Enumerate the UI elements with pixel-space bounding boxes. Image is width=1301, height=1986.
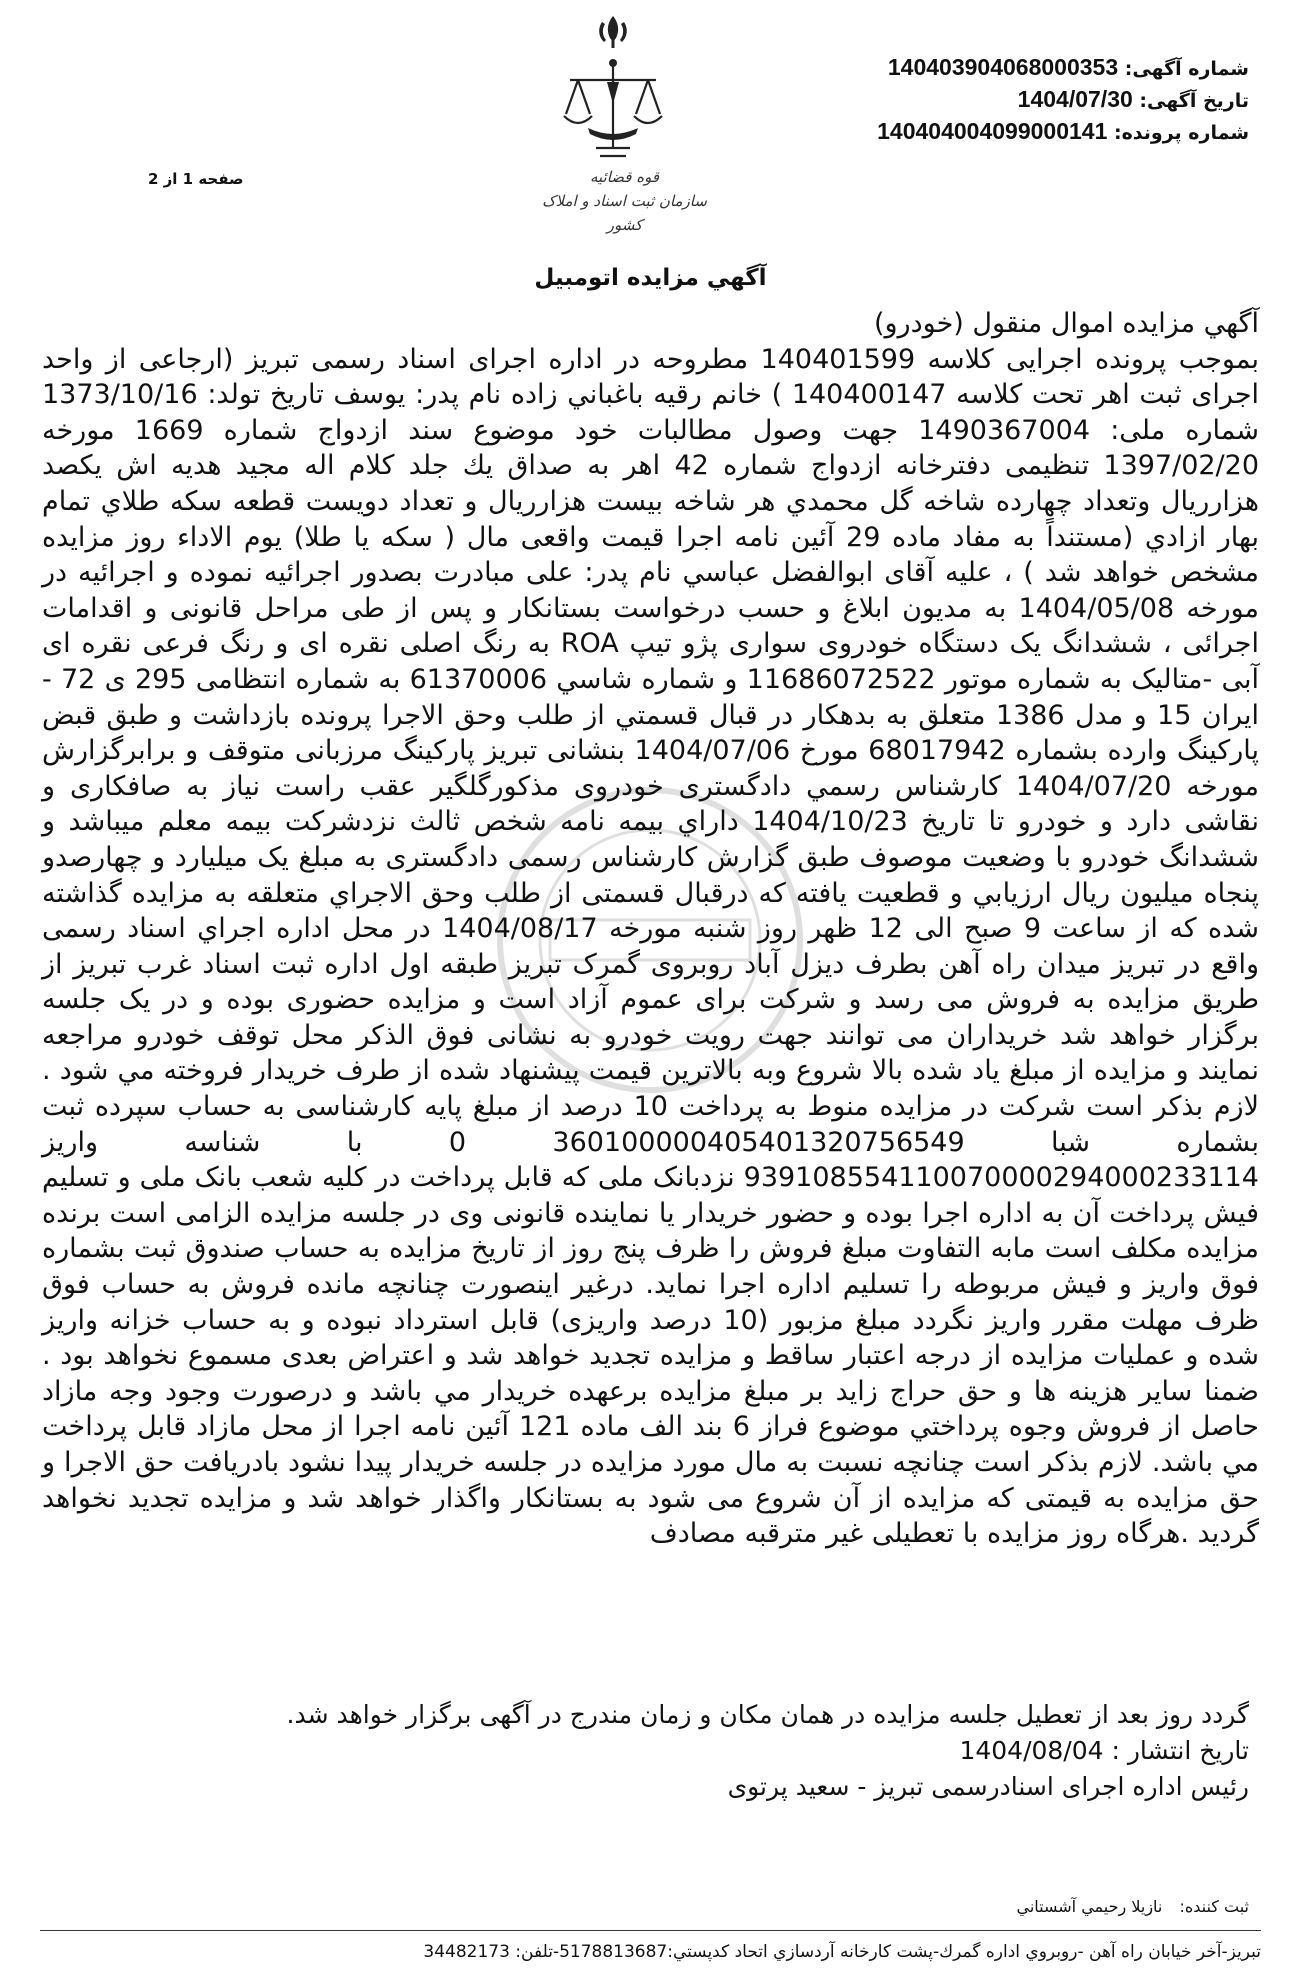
notice-body xyxy=(42,306,1259,1552)
page-title: آگهي مزايده اتومبيل xyxy=(534,265,767,291)
notice-date: 1404/07/30 xyxy=(1017,86,1133,112)
registrar-line xyxy=(1005,1897,1250,1916)
file-number-label: شماره پرونده: xyxy=(1113,122,1249,144)
file-number: 140404004099000141 xyxy=(877,118,1108,144)
page-indicator: صفحه 1 از 2 xyxy=(148,170,244,188)
notice-number: 140403904068000353 xyxy=(887,54,1119,80)
registrar-name: نازيلا رحيمي آشستاني xyxy=(1016,1897,1163,1916)
body-subtitle: آگهي مزايده اموال منقول (خودرو) xyxy=(873,308,1259,339)
notice-meta xyxy=(829,52,1249,148)
registrar-label: ثبت كننده: xyxy=(1179,1897,1249,1916)
publish-date: تاریخ انتشار : 1404/08/04 xyxy=(959,1736,1249,1765)
file-number-row xyxy=(829,116,1249,148)
notice-date-label: تاریخ آگهی: xyxy=(1139,90,1249,112)
notice-number-label: شماره آگهی: xyxy=(1124,58,1249,80)
closing-line: گردد روز بعد از تعطیل جلسه مزایده در همان مکان و زمان مندرج در آگهی برگزار خواهد شد. xyxy=(286,1700,1249,1729)
logo-caption-judiciary: قوه قضائیه xyxy=(589,168,660,186)
notice-number-row xyxy=(829,52,1249,84)
notice-closing xyxy=(287,1697,1249,1805)
logo-caption-organization: سازمان ثبت اسناد و املاک کشور xyxy=(542,192,707,234)
signature-line: رئیس اداره اجرای اسنادرسمی تبریز - سعید پرتوی xyxy=(727,1772,1249,1801)
logo-caption xyxy=(532,165,717,237)
body-text: بموجب پرونده اجرایی کلاسه 140401599 مطروحه در اداره اجرای اسناد رسمی تبریز (ارجاعی از واحد اجرای ثبت اهر تحت کلاسه 140400147 ) خانم رقيه باغباني زاده نام پدر: يوسف تاريخ تولد: 1373/10/16 شماره ملی: 1490367004 جهت وصول مطالبات خود موضوع سند ازدواج شماره 1669 مورخه 1397/02/20 تنظيمی دفترخانه ازدواج شماره 42 اهر به صداق يك جلد كلام اله مجيد هديه اش يكصد هزارريال وتعداد چهارده شاخه گل محمدي هر شاخه بيست هزارريال و تعداد دويست قطعه سكه طلاي تمام بهار ازادي (مستنداً به مفاد ماده 29 آئين نامه اجرا قيمت واقعی مال ( سكه يا طلا) يوم الاداء روز مزايده مشخص خواهد شد ) ، علیه آقای ابوالفضل عباسي نام پدر: علی مبادرت بصدور اجرائيه نموده و اجرائيه در مورخه 1404/05/08 به مديون ابلاغ و حسب درخواست بستانكار و پس از طی مراحل قانونی و اقدامات اجرائی ، ششدانگ یک دستگاه خودروی سواری پژو تیپ ROA به رنگ اصلی نقره ای و رنگ فرعی نقره ای آبی -متالیک به شماره موتور 11686072522 و شماره شاسي 61370006 به شماره انتظامی 295 ی 72 - ایران 15 و مدل 1386 متعلق به بدهكار در قبال قسمتي از طلب وحق الاجرا پرونده بازداشت و طبق قبض پارکینگ وارده بشماره 68017942 مورخ 1404/07/06 بنشانی تبریز پارکینگ مرزبانی متوقف و برابرگزارش مورخه 1404/07/20 کارشناس رسمي دادگستری خودروی مذکورگلگیر عقب راست نیاز به صافکاری و نقاشی دارد و خودرو تا تاریخ 1404/10/23 داراي بیمه نامه شخص ثالث نزدشرکت بیمه معلم میباشد و ششدانگ خودرو با وضعیت موصوف طبق گزارش کارشناس رسمی دادگستری به مبلغ یک میلیارد و چهارصدو پنجاه میلیون ریال ارزيابي و قطعيت يافته كه درقبال قسمتی از طلب وحق الاجراي متعلقه به مزايده گذاشته شده كه از ساعت 9 صبح الی 12 ظهر روز شنبه مورخه 1404/08/17 در محل اداره اجراي اسناد رسمی واقع در تبريز ميدان راه آهن بطرف ديزل آباد روبروی گمرک تبریز طبقه اول اداره ثبت اسناد غرب تبریز از طریق مزایده به فروش می رسد و شرکت برای عموم آزاد است و مزايده حضوری بوده و در یک جلسه برگزار خواهد شد خریداران می توانند جهت رویت خودرو به نشانی فوق الذکر محل توقف خودرو مراجعه نمایند و مزایده از مبلغ یاد شده بالا شروع وبه بالاترين قيمت پيشنهاد شده از طرف خريدار فروخته مي شود . لازم بذکر است شرکت در مزایده منوط به پرداخت 10 درصد از مبلغ پایه کارشناسی به حساب سپرده ثبت بشماره شبا 360100000405401320756549 0 با شناسه واریز 939108554110070000294000233114 نزدبانک ملی که قابل پرداخت در کلیه شعب بانک ملی و تسليم فيش پرداخت آن به اداره اجرا بوده و حضور خریدار یا نماینده قانونی وی در جلسه مزایده الزامی است برنده مزايده مكلف است مابه التفاوت مبلغ فروش را ظرف پنج روز از تاريخ مزايده به حساب صندوق ثبت بشماره فوق واریز و فیش مربوطه را تسليم اداره اجرا نمايد. درغير اينصورت چنانچه مانده فروش به حساب فوق ظرف مهلت مقرر واریز نگردد مبلغ مزبور (10 درصد واریزی) قابل استرداد نبوده و به حساب خزانه واریز شده و عملیات مزایده از درجه اعتبار ساقط و مزایده تجدید خواهد شد و اعتراض بعدی مسموع نخواهد بود . ضمنا ساير هزينه ها و حق حراج زايد بر مبلغ مزايده برعهده خريدار مي باشد و درصورت وجود وجه مازاد حاصل از فروش وجوه پرداختي موضوع فراز 6 بند الف ماده 121 آئين نامه اجرا از محل مازاد قابل پرداخت مي باشد. لازم بذکر است چنانچه نسبت به مال مورد مزایده در جلسه خریدار پیدا نشود بادريافت حق الاجرا و حق مزایده به قیمتی كه مزايده از آن شروع می شود به بستانكار واگذار خواهد شد و مزایده تجدید نخواهد گردید .هرگاه روز مزایده با تعطیلی غیر مترقبه مصادف xyxy=(42,343,1260,1550)
office-address: تبريز-آخر خيابان راه آهن -روبروي اداره گمرك-پشت كارخانه آردسازي اتحاد كدپستي:5178813687-تلفن: 34482173 xyxy=(423,1942,1261,1962)
notice-date-row xyxy=(829,84,1249,116)
footer-divider xyxy=(40,1930,1261,1931)
